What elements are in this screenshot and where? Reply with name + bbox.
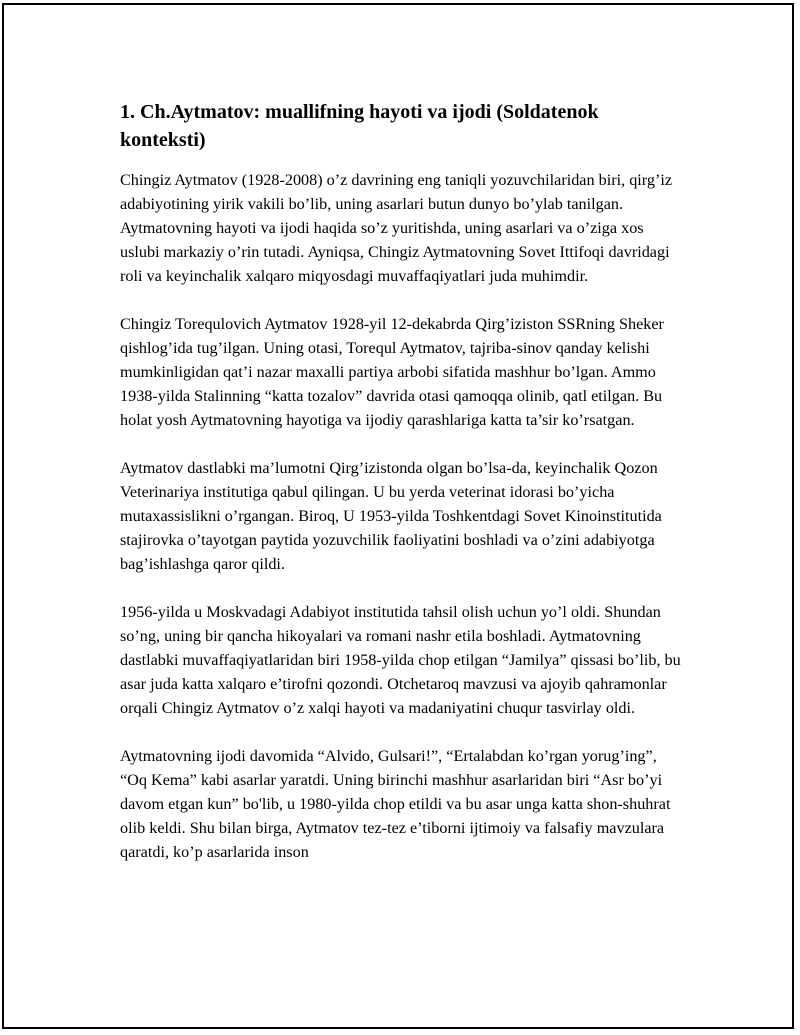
- paragraph-4: 1956-yilda u Moskvadagi Adabiyot institutida tahsil olish uchun yo’l oldi. Shundan so’ng, uning bir qancha hikoyalari va romani nashr etila boshladi. Aytmatovning dastlabki muvaffaqiyatlaridan biri 1958-yilda chop etilgan “Jamilya” qissasi bo’lib, bu asar juda katta xalqaro e’tirofni qozondi. Otchetaroq mavzusi va ajoyib qahramonlar orqali Chingiz Aytmatov o’z xalqi hayoti va madaniyatini chuqur tasvirlay oldi.: [120, 603, 681, 717]
- paragraph-5: Aytmatovning ijodi davomida “Alvido, Gulsari!”, “Ertalabdan ko’rgan yorug’ing”, “Oq Kema” kabi asarlar yaratdi. Uning birinchi mashhur asarlaridan biri “Asr bo’yi davom etgan kun” bo'lib, u 1980-yilda chop etildi va bu asar unga katta shon-shuhrat olib keldi. Shu bilan birga, Aytmatov tez-tez e’tiborni ijtimoiy va falsafiy mavzulara qaratdi, ko’p asarlarida inson: [120, 747, 671, 861]
- document-page: [2, 3, 794, 1029]
- paragraph-3: Aytmatov dastlabki ma’lumotni Qirg’izistonda olgan bo’lsa-da, keyinchalik Qozon Veterinariya institutiga qabul qilingan. U bu yerda veterinat idorasi bo’yicha mutaxassislikni o’rgangan. Biroq, U 1953-yilda Toshkentdagi Sovet Kinoinstitutida stajirovka o’tayotgan paytida yozuvchilik faoliyatini boshladi va o’zini adabiyotga bag’ishlashga qaror qildi.: [120, 459, 662, 573]
- paragraph-2: Chingiz Torequlovich Aytmatov 1928-yil 12-dekabrda Qirg’iziston SSRning Sheker qishlog’ida tug’ilgan. Uning otasi, Torequl Aytmatov, tajriba-sinov qanday kelishi mumkinligidan qat’i nazar maxalli partiya arbobi sifatida mashhur bo’lgan. Ammo 1938-yilda Stalinning “katta tozalov” davrida otasi qamoqqa olinib, qatl etilgan. Bu holat yosh Aytmatovning hayotiga va ijodiy qarashlariga katta ta’sir ko’rsatgan.: [120, 315, 664, 429]
- section-title: 1. Ch.Aytmatov: muallifning hayoti va ijodi (Soldatenok konteksti): [120, 101, 599, 151]
- document-body: [120, 98, 686, 888]
- paragraph-1: Chingiz Aytmatov (1928-2008) o’z davrining eng taniqli yozuvchilaridan biri, qirg’iz adabiyotining yirik vakili bo’lib, uning asarlari butun dunyo bo’ylab tanilgan. Aytmatovning hayoti va ijodi haqida so’z yuritishda, uning asarlari va o’ziga xos uslubi markaziy o’rin tutadi. Ayniqsa, Chingiz Aytmatovning Sovet Ittifoqi davridagi roli va keyinchalik xalqaro miqyosdagi muvaffaqiyatlari juda muhimdir.: [120, 171, 673, 285]
